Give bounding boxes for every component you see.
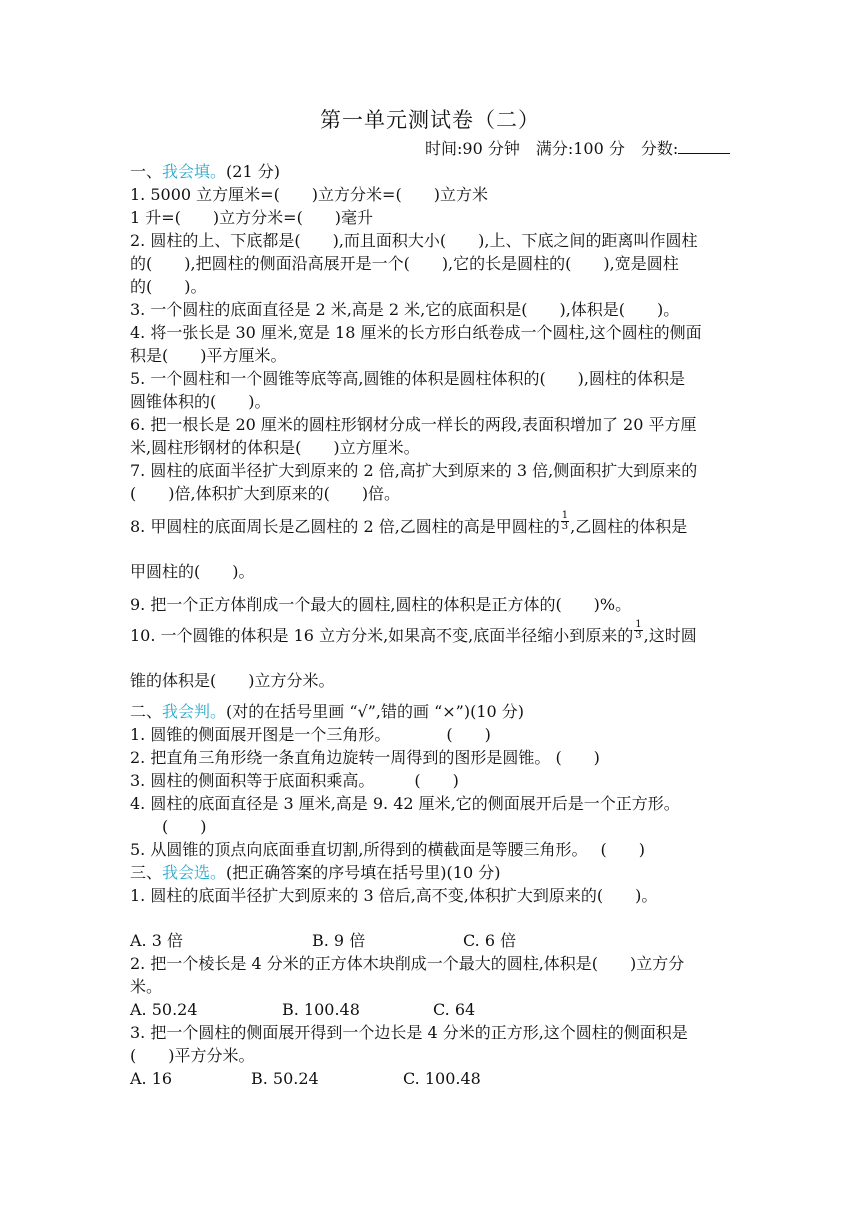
option: A. 3 倍 xyxy=(130,931,183,950)
question-line: 3. 一个圆柱的底面直径是 2 米,高是 2 米,它的底面积是( ),体积是( )。 xyxy=(130,300,680,319)
question-line: 圆锥体积的( )。 xyxy=(130,392,271,411)
spacer xyxy=(130,907,740,929)
fraction-numerator: 1 xyxy=(635,619,642,630)
question-line: 2. 把一个棱长是 4 分米的正方体木块削成一个最大的圆柱,体积是( )立方分 xyxy=(130,954,685,973)
options-row xyxy=(130,998,740,1021)
option: C. 100.48 xyxy=(403,1069,481,1088)
section-note: (21 分) xyxy=(226,162,280,181)
question-line: ( )平方分米。 xyxy=(130,1046,255,1065)
question-line: 甲圆柱的( )。 xyxy=(130,562,255,581)
question-line: 1. 圆锥的侧面展开图是一个三角形。 ( ) xyxy=(130,725,491,744)
question-text: 8. 甲圆柱的底面周长是乙圆柱的 2 倍,乙圆柱的高是甲圆柱的 xyxy=(130,517,560,536)
question-line: ( ) xyxy=(130,817,207,836)
question-line: 2. 圆柱的上、下底都是( ),而且面积大小( ),上、下底之间的距离叫作圆柱 xyxy=(130,231,698,250)
fraction-numerator: 1 xyxy=(561,510,569,521)
question-line: 6. 把一根长是 20 厘米的圆柱形钢材分成一样长的两段,表面积增加了 20 平方厘 xyxy=(130,415,697,434)
score-blank[interactable] xyxy=(678,139,730,154)
section-heading-judge xyxy=(130,700,740,723)
question-line: 4. 圆柱的底面直径是 3 厘米,高是 9. 42 厘米,它的侧面展开后是一个正方形。 xyxy=(130,794,680,813)
fraction-denominator: 3 xyxy=(561,521,569,532)
option: A. 16 xyxy=(130,1069,173,1088)
option: A. 50.24 xyxy=(130,1000,198,1019)
question-line: 1 升=( )立方分米=( )毫升 xyxy=(130,208,374,227)
question-line: 1. 圆柱的底面半径扩大到原来的 3 倍后,高不变,体积扩大到原来的( )。 xyxy=(130,886,658,905)
section-name: 我会判。 xyxy=(162,702,227,721)
question-line: 锥的体积是( )立方分米。 xyxy=(130,671,335,690)
question-line: 1. 5000 立方厘米=( )立方分米=( )立方米 xyxy=(130,185,488,204)
option: C. 64 xyxy=(433,1000,476,1019)
section-number: 三、 xyxy=(130,863,163,882)
question-line: 5. 从圆锥的顶点向底面垂直切割,所得到的横截面是等腰三角形。 ( ) xyxy=(130,840,646,859)
question-text: 10. 一个圆锥的体积是 16 立方分米,如果高不变,底面半径缩小到原来的 xyxy=(130,626,634,645)
question-line xyxy=(130,619,740,647)
question-line: 4. 将一张长是 30 厘米,宽是 18 厘米的长方形白纸卷成一个圆柱,这个圆柱的侧面 xyxy=(130,323,702,342)
question-line: 3. 圆柱的侧面积等于底面积乘高。 ( ) xyxy=(130,771,459,790)
page-title: 第一单元测试卷（二） xyxy=(320,108,540,132)
options-row xyxy=(130,1067,740,1090)
section-note: (对的在括号里画 “√”,错的画 “×”)(10 分) xyxy=(226,702,525,721)
section-number: 一、 xyxy=(130,162,163,181)
question-line xyxy=(130,510,740,538)
question-line: 9. 把一个正方体削成一个最大的圆柱,圆柱的体积是正方体的( )%。 xyxy=(130,595,632,614)
question-line: 5. 一个圆柱和一个圆锥等底等高,圆锥的体积是圆柱体积的( ),圆柱的体积是 xyxy=(130,369,686,388)
exam-meta xyxy=(425,136,730,159)
section-note: (把正确答案的序号填在括号里)(10 分) xyxy=(226,863,501,882)
option: B. 50.24 xyxy=(251,1069,319,1088)
question-line: 的( )。 xyxy=(130,277,207,296)
question-line: 3. 把一个圆柱的侧面展开得到一个边长是 4 分米的正方形,这个圆柱的侧面积是 xyxy=(130,1023,688,1042)
question-text: ,这时圆 xyxy=(643,626,697,645)
section-heading-fill xyxy=(130,160,740,183)
fraction xyxy=(634,620,642,641)
question-text: ,乙圆柱的体积是 xyxy=(570,517,688,536)
question-line: 积是( )平方厘米。 xyxy=(130,346,287,365)
exam-meta-text: 时间:90 分钟 满分:100 分 分数: xyxy=(425,139,679,158)
fraction-denominator: 3 xyxy=(635,630,642,641)
question-line: 2. 把直角三角形绕一条直角边旋转一周得到的图形是圆锥。 ( ) xyxy=(130,748,600,767)
fraction xyxy=(561,511,569,532)
question-line: 米,圆柱形钢材的体积是( )立方厘米。 xyxy=(130,438,420,457)
question-line: 的( ),把圆柱的侧面沿高展开是一个( ),它的长是圆柱的( ),宽是圆柱 xyxy=(130,254,679,273)
question-line: 7. 圆柱的底面半径扩大到原来的 2 倍,高扩大到原来的 3 倍,侧面积扩大到原来的 xyxy=(130,461,698,480)
option: B. 100.48 xyxy=(282,1000,360,1019)
option: B. 9 倍 xyxy=(312,931,366,950)
section-number: 二、 xyxy=(130,702,163,721)
question-line: 米。 xyxy=(130,977,163,996)
exam-content xyxy=(130,160,740,1090)
question-line: ( )倍,体积扩大到原来的( )倍。 xyxy=(130,484,401,503)
spacer xyxy=(130,647,740,669)
section-name: 我会选。 xyxy=(162,863,227,882)
section-heading-choose xyxy=(130,861,740,884)
section-name: 我会填。 xyxy=(162,162,227,181)
options-row xyxy=(130,929,740,952)
spacer xyxy=(130,538,740,560)
option: C. 6 倍 xyxy=(463,931,517,950)
